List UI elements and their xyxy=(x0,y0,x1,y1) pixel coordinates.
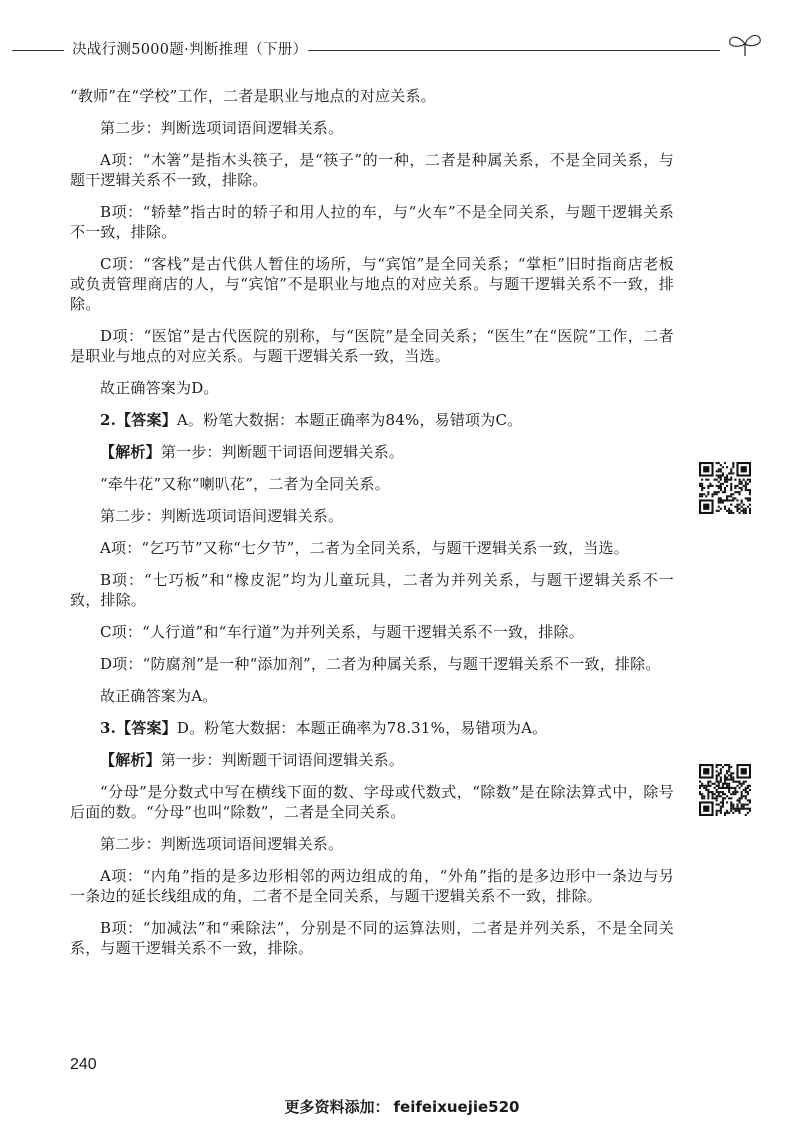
paragraph-text: B项：“轿辇”指古时的轿子和用人拉的车，与“火车”不是全同关系，与题干逻辑关系不一致，排除。 xyxy=(70,203,674,241)
running-header xyxy=(0,34,800,64)
paragraph xyxy=(70,866,674,906)
paragraph xyxy=(70,654,674,674)
section-label: 【解析】 xyxy=(100,443,161,461)
footer-note xyxy=(0,1096,800,1117)
question-number: 3. xyxy=(100,719,117,737)
paragraph-text: B项：“加减法”和“乘除法”，分别是不同的运算法则，二者是并列关系，不是全同关系，与题干逻辑关系不一致，排除。 xyxy=(70,919,674,957)
paragraph xyxy=(70,326,674,366)
paragraph xyxy=(70,750,674,770)
paragraph xyxy=(70,918,674,958)
paragraph xyxy=(70,686,674,706)
paragraph-text: 第二步：判断选项词语间逻辑关系。 xyxy=(100,119,344,137)
paragraph-text: A项：“木箸”是指木头筷子，是“筷子”的一种，二者是种属关系，不是全同关系，与题干逻辑关系不一致，排除。 xyxy=(70,151,674,189)
paragraph xyxy=(70,570,674,610)
section-label: 【解析】 xyxy=(100,751,161,769)
paragraph xyxy=(70,378,674,398)
paragraph xyxy=(70,410,674,430)
footer-label: 更多资料添加： xyxy=(284,1098,390,1116)
paragraph-text: D。粉笔大数据：本题正确率为78.31%，易错项为A。 xyxy=(176,719,548,737)
paragraph xyxy=(70,834,674,854)
paragraph xyxy=(70,150,674,190)
paragraph xyxy=(70,474,674,494)
paragraph-text: A。粉笔大数据：本题正确率为84%，易错项为C。 xyxy=(176,411,523,429)
paragraph-text: B项：“七巧板”和“橡皮泥”均为儿童玩具，二者为并列关系，与题干逻辑关系不一致，排除。 xyxy=(70,571,674,609)
paragraph-text: 第二步：判断选项词语间逻辑关系。 xyxy=(100,507,344,525)
paragraph xyxy=(70,118,674,138)
answer-explanations xyxy=(70,86,674,970)
paragraph xyxy=(70,718,674,738)
paragraph xyxy=(70,622,674,642)
paragraph xyxy=(70,538,674,558)
paragraph-text: 第一步：判断题干词语间逻辑关系。 xyxy=(160,751,405,769)
header-rule-left xyxy=(12,50,64,51)
sprout-icon xyxy=(720,28,770,58)
paragraph-text: 第二步：判断选项词语间逻辑关系。 xyxy=(100,835,344,853)
paragraph-text: C项：“人行道”和“车行道”为并列关系，与题干逻辑关系不一致，排除。 xyxy=(100,623,584,641)
question-number: 2. xyxy=(100,411,117,429)
header-rule-right xyxy=(308,50,720,51)
paragraph-text: “牵牛花”又称“喇叭花”，二者为全同关系。 xyxy=(100,475,390,493)
book-title: 决战行测5000题·判断推理（下册） xyxy=(72,42,308,58)
paragraph-text: 故正确答案为D。 xyxy=(100,379,219,397)
paragraph-text: 故正确答案为A。 xyxy=(100,687,218,705)
section-label: 【答案】 xyxy=(116,719,177,737)
paragraph-text: C项：“客栈”是古代供人暂住的场所，与“宾馆”是全同关系；“掌柜”旧时指商店老板或负责管理商店的人，与“宾馆”不是职业与地点的对应关系。与题干逻辑关系不一致，排除。 xyxy=(70,255,674,313)
paragraph xyxy=(70,202,674,242)
page-number: 240 xyxy=(70,1056,97,1073)
paragraph-text: A项：“乞巧节”又称“七夕节”，二者为全同关系，与题干逻辑关系一致，当选。 xyxy=(100,539,629,557)
paragraph-text: D项：“医馆”是古代医院的别称，与“医院”是全同关系；“医生”在“医院”工作，二者是职业与地点的对应关系。与题干逻辑关系一致，当选。 xyxy=(70,327,674,365)
qr-code-icon[interactable] xyxy=(699,764,751,816)
paragraph-text: 第一步：判断题干词语间逻辑关系。 xyxy=(160,443,405,461)
paragraph xyxy=(70,442,674,462)
section-label: 【答案】 xyxy=(116,411,177,429)
paragraph xyxy=(70,782,674,822)
paragraph-text: D项：“防腐剂”是一种“添加剂”，二者为种属关系，与题干逻辑关系不一致，排除。 xyxy=(100,655,661,673)
qr-code-icon[interactable] xyxy=(699,462,751,514)
paragraph xyxy=(70,506,674,526)
paragraph-text: “分母”是分数式中写在横线下面的数、字母或代数式，“除数”是在除法算式中，除号后面的数。“分母”也叫“除数”，二者是全同关系。 xyxy=(70,783,674,821)
footer-contact: feifeixuejie520 xyxy=(393,1098,520,1116)
paragraph xyxy=(70,254,674,314)
paragraph-text: A项：“内角”指的是多边形相邻的两边组成的角，“外角”指的是多边形中一条边与另一条边的延长线组成的角，二者不是全同关系，与题干逻辑关系不一致，排除。 xyxy=(70,867,674,905)
paragraph xyxy=(70,86,674,106)
paragraph-text: “教师”在“学校”工作，二者是职业与地点的对应关系。 xyxy=(70,87,436,105)
